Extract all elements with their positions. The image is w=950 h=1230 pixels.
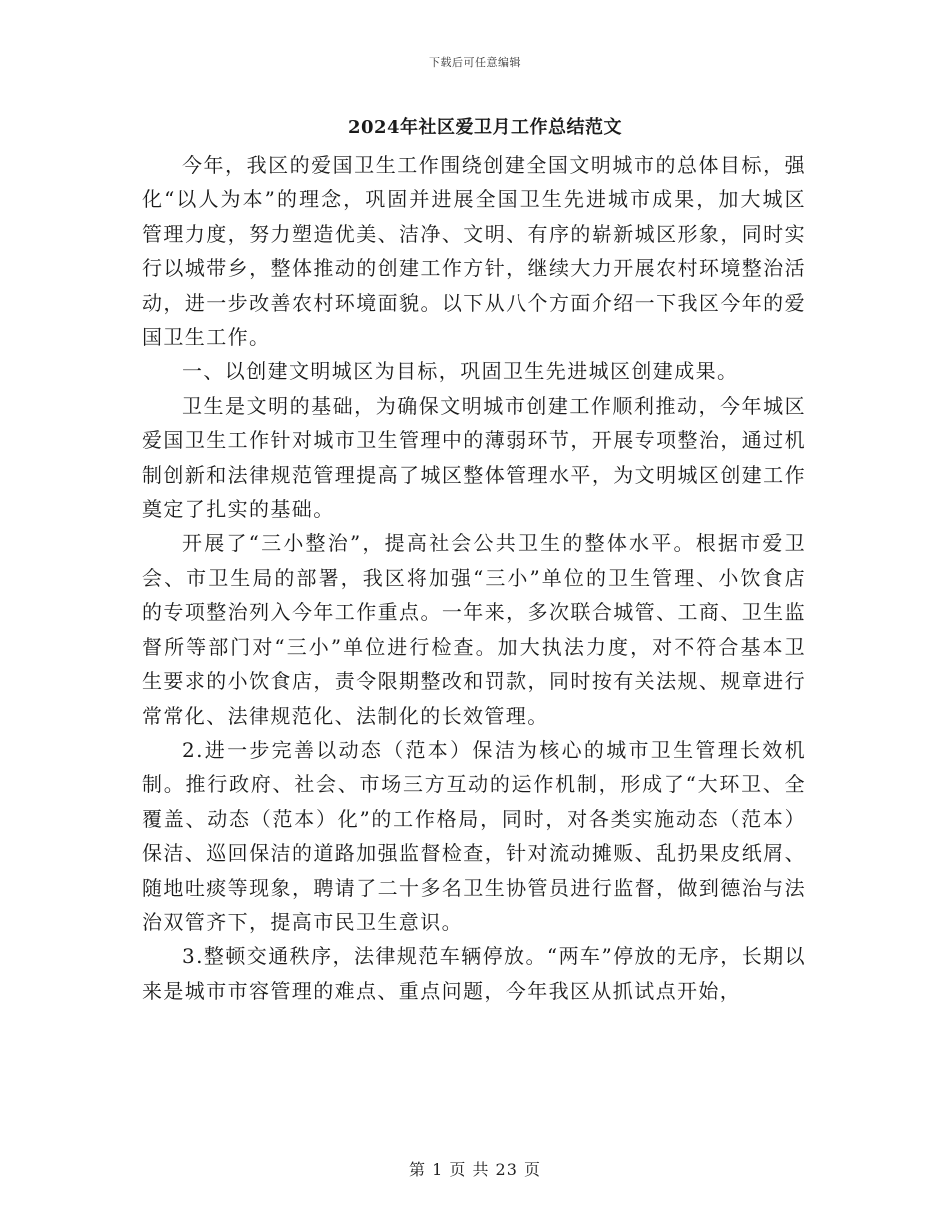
paragraph-section-heading-1: 一、以创建文明城区为目标，巩固卫生先进城区创建成果。 [182,359,739,384]
document-title: 2024年社区爱卫月工作总结范文 [347,117,623,138]
page-number-footer: 第 1 页 共 23 页 [409,1160,541,1179]
paragraph-hygiene-foundation: 卫生是文明的基础，为确保文明城市创建工作顺利推动，今年城区爱国卫生工作针对城市卫生管理中的薄弱环节，开展专项整治，通过机制创新和法律规范管理提高了城区整体管理水平，为文明城区创建工作奠定了扎实的基础。 [142,393,806,522]
document-body [142,148,806,1008]
page-header-note: 下载后可任意编辑 [429,56,521,69]
paragraph-intro: 今年，我区的爱国卫生工作围绕创建全国文明城市的总体目标，强化“以人为本”的理念，巩固并进展全国卫生先进城市成果，加大城区管理力度，努力塑造优美、洁净、文明、有序的崭新城区形象，同时实行以城带乡，整体推动的创建工作方针，继续大力开展农村环境整治活动，进一步改善农村环境面貌。以下从八个方面介绍一下我区今年的爱国卫生工作。 [142,153,806,350]
paragraph-item-2: 2.进一步完善以动态（范本）保洁为核心的城市卫生管理长效机制。推行政府、社会、市场三方互动的运作机制，形成了“大环卫、全覆盖、动态（范本）化”的工作格局，同时，对各类实施动态（范本）保洁、巡回保洁的道路加强监督检查，针对流动摊贩、乱扔果皮纸屑、随地吐痰等现象，聘请了二十多名卫生协管员进行监督，做到德治与法治双管齐下，提高市民卫生意识。 [142,737,806,934]
paragraph-three-small-rectification: 开展了“三小整治”，提高社会公共卫生的整体水平。根据市爱卫会、市卫生局的部署，我区将加强“三小”单位的卫生管理、小饮食店的专项整治列入今年工作重点。一年来，多次联合城管、工商、卫生监督所等部门对“三小”单位进行检查。加大执法力度，对不符合基本卫生要求的小饮食店，责令限期整改和罚款，同时按有关法规、规章进行常常化、法律规范化、法制化的长效管理。 [142,531,806,728]
paragraph-item-3: 3.整顿交通秩序，法律规范车辆停放。“两车”停放的无序，长期以来是城市市容管理的难点、重点问题，今年我区从抓试点开始， [142,944,806,1003]
